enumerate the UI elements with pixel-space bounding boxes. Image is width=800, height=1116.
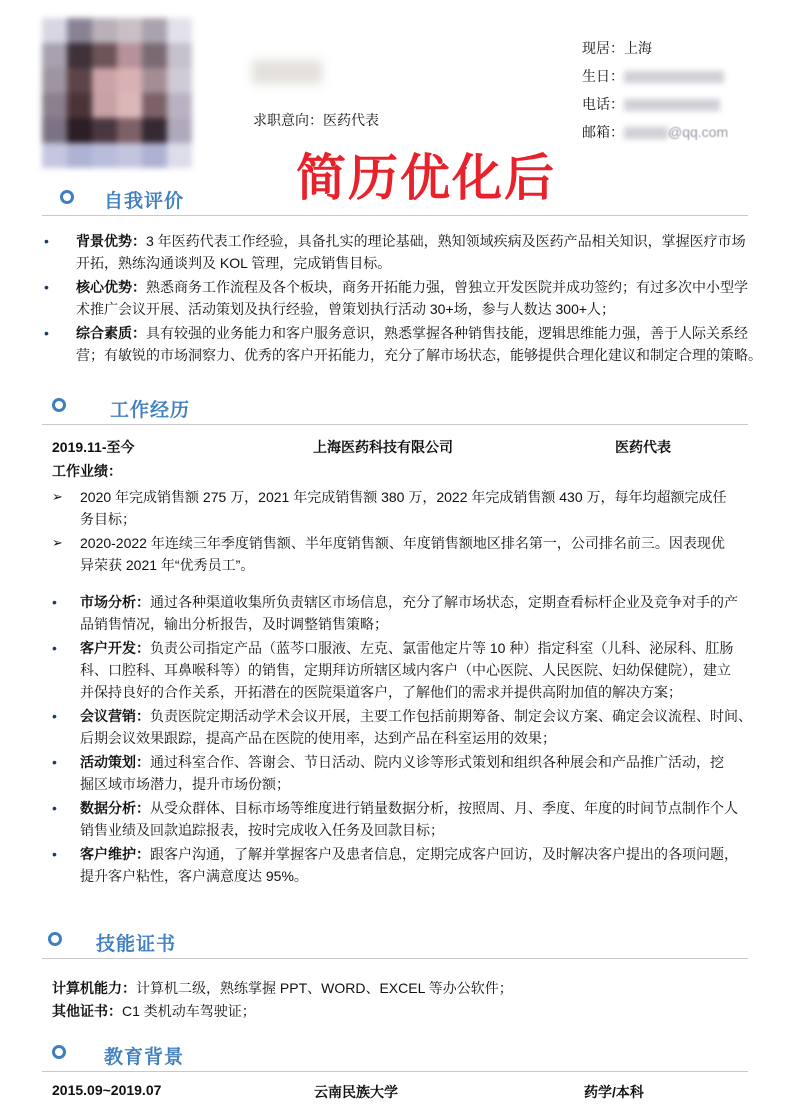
bullet-icon: •: [44, 279, 49, 295]
duty-text: 通过各种渠道收集所负责辖区市场信息，充分了解市场状态，定期查看标杆企业及竞争对手的产: [150, 594, 738, 610]
email-label: 邮箱：: [582, 124, 624, 140]
skill-item: [52, 977, 513, 999]
residence-label: 现居：: [582, 40, 624, 56]
skill-label: 计算机能力：: [52, 980, 136, 996]
duty-item: [52, 637, 764, 703]
duty-text-cont: 科、口腔科、耳鼻喉科等）的销售，定期拜访所辖区域内客户（中心医院、人民医院、妇幼保健院），建立: [80, 662, 731, 678]
edu-major: 药学/本科: [584, 1084, 644, 1100]
bullet-icon: •: [52, 800, 57, 816]
achievement-list: [52, 486, 764, 576]
self-eval-item: [44, 276, 764, 320]
item-text: 熟悉商务工作流程及各个板块，商务开拓能力强，曾独立开发医院并成功签约；有过多次中小型学: [146, 279, 748, 295]
email-user-blurred: [624, 127, 668, 139]
contact-residence: [582, 38, 652, 58]
edu-school: 云南民族大学: [314, 1084, 398, 1100]
skill-value: 计算机二级，熟练掌握 PPT、WORD、EXCEL 等办公软件；: [136, 980, 513, 996]
bullet-icon: •: [44, 325, 49, 341]
item-text-cont: 营；有敏锐的市场洞察力、优秀的客户开拓能力，充分了解市场状态，能够提供合理化建议和制定合理的策略。: [76, 347, 762, 363]
birthday-label: 生日：: [582, 68, 624, 84]
duty-label: 数据分析：: [80, 800, 150, 816]
duty-text: 负责医院定期活动学术会议开展，主要工作包括前期筹备、制定会议方案、确定会议流程、时间、: [150, 708, 752, 724]
name-blurred: [252, 60, 322, 84]
section-circle-icon: [52, 398, 66, 412]
work-performance-label: 工作业绩：: [52, 463, 122, 479]
bullet-icon: •: [52, 846, 57, 862]
intent-label: 求职意向：: [253, 112, 323, 128]
skill-label: 其他证书：: [52, 1003, 122, 1019]
section-divider: [42, 424, 748, 425]
duty-item: [52, 751, 764, 795]
section-divider: [42, 215, 748, 216]
duty-text-cont: 后期会议效果跟踪，提高产品在医院的使用率，达到产品在科室运用的效果；: [80, 730, 556, 746]
self-eval-list: [44, 230, 764, 366]
section-title-self-eval: 自我评价: [104, 191, 185, 212]
section-divider: [42, 958, 748, 959]
duty-item: [52, 843, 764, 887]
achievement-text: 2020-2022 年连续三年季度销售额、半年度销售额、年度销售额地区排名第一，公司排名前三。因表现优: [80, 535, 725, 551]
bullet-icon: •: [52, 754, 57, 770]
duty-text: 跟客户沟通，了解并掌握客户及患者信息，定期完成客户回访，及时解决客户提出的各项问题，: [150, 846, 738, 862]
residence-value: 上海: [624, 40, 652, 56]
section-circle-icon: [48, 932, 62, 946]
section-title-skills: 技能证书: [96, 934, 177, 955]
arrow-bullet-icon: ➢: [52, 535, 63, 550]
achievement-text-cont: 务目标；: [80, 511, 136, 527]
item-label: 综合素质：: [76, 325, 146, 341]
arrow-bullet-icon: ➢: [52, 489, 63, 504]
phone-value-blurred: [624, 99, 720, 111]
contact-email: [582, 122, 728, 142]
item-text-cont: 开拓，熟练沟通谈判及 KOL 管理，完成销售目标。: [76, 255, 392, 271]
birthday-value-blurred: [624, 71, 724, 83]
optimized-banner: 简历优化后: [296, 149, 556, 207]
duty-text: 从受众群体、目标市场等维度进行销量数据分析，按照周、月、季度、年度的时间节点制作个人: [150, 800, 738, 816]
phone-label: 电话：: [582, 96, 624, 112]
contact-birthday: [582, 66, 724, 86]
achievement-text: 2020 年完成销售额 275 万，2021 年完成销售额 380 万，2022 年完成销售额 430 万，每年均超额完成任: [80, 489, 727, 505]
duty-list: [52, 591, 764, 887]
work-period: 2019.11-至今: [52, 439, 135, 455]
section-title-education: 教育背景: [104, 1047, 185, 1068]
edu-period: 2015.09~2019.07: [52, 1082, 162, 1098]
item-text: 3 年医药代表工作经验，具备扎实的理论基础，熟知领域疾病及医药产品相关知识，掌握医疗市场: [146, 233, 746, 249]
item-label: 核心优势：: [76, 279, 146, 295]
profile-photo: [42, 18, 192, 168]
job-intent: [253, 110, 379, 130]
bullet-icon: •: [52, 640, 57, 656]
duty-label: 市场分析：: [80, 594, 150, 610]
bullet-icon: •: [52, 594, 57, 610]
duty-text: 通过科室合作、答谢会、节日活动、院内义诊等形式策划和组织各种展会和产品推广活动，挖: [150, 754, 724, 770]
duty-text-cont: 提升客户粘性，客户满意度达 95%。: [80, 868, 308, 884]
achievement-item: [52, 486, 764, 530]
achievement-text-cont: 异荣获 2021 年“优秀员工”。: [80, 557, 255, 573]
self-eval-item: [44, 322, 764, 366]
duty-label: 客户开发：: [80, 640, 150, 656]
item-text: 具有较强的业务能力和客户服务意识，熟悉掌握各种销售技能，逻辑思维能力强，善于人际关系经: [146, 325, 748, 341]
duty-label: 客户维护：: [80, 846, 150, 862]
contact-phone: [582, 94, 720, 114]
intent-value: 医药代表: [323, 112, 379, 128]
duty-label: 会议营销：: [80, 708, 150, 724]
duty-text-cont: 销售业绩及回款追踪报表，按时完成收入任务及回款目标；: [80, 822, 444, 838]
skill-item: [52, 1000, 256, 1022]
self-eval-item: [44, 230, 764, 274]
item-text-cont: 术推广会议开展、活动策划及执行经验，曾策划执行活动 30+场，参与人数达 300+人；: [76, 301, 616, 317]
section-title-work: 工作经历: [110, 400, 191, 421]
work-company: 上海医药科技有限公司: [313, 439, 453, 455]
email-domain: @qq.com: [668, 124, 729, 140]
duty-text-cont: 并保持良好的合作关系，开拓潜在的医院渠道客户，了解他们的需求并提供高附加值的解决方案；: [80, 684, 682, 700]
work-position: 医药代表: [615, 439, 671, 455]
duty-text-cont: 掘区域市场潜力，提升市场份额；: [80, 776, 290, 792]
duty-text: 负责公司指定产品（蓝芩口服液、左克、氯雷他定片等 10 种）指定科室（儿科、泌尿科、肛肠: [150, 640, 734, 656]
item-label: 背景优势：: [76, 233, 146, 249]
skill-value: C1 类机动车驾驶证；: [122, 1003, 256, 1019]
duty-label: 活动策划：: [80, 754, 150, 770]
section-circle-icon: [52, 1045, 66, 1059]
duty-text-cont: 品销售情况，输出分析报告，及时调整销售策略；: [80, 616, 388, 632]
section-divider: [42, 1071, 748, 1072]
bullet-icon: •: [52, 708, 57, 724]
duty-item: [52, 797, 764, 841]
section-circle-icon: [60, 190, 74, 204]
achievement-item: [52, 532, 764, 576]
duty-item: [52, 705, 764, 749]
bullet-icon: •: [44, 233, 49, 249]
duty-item: [52, 591, 764, 635]
